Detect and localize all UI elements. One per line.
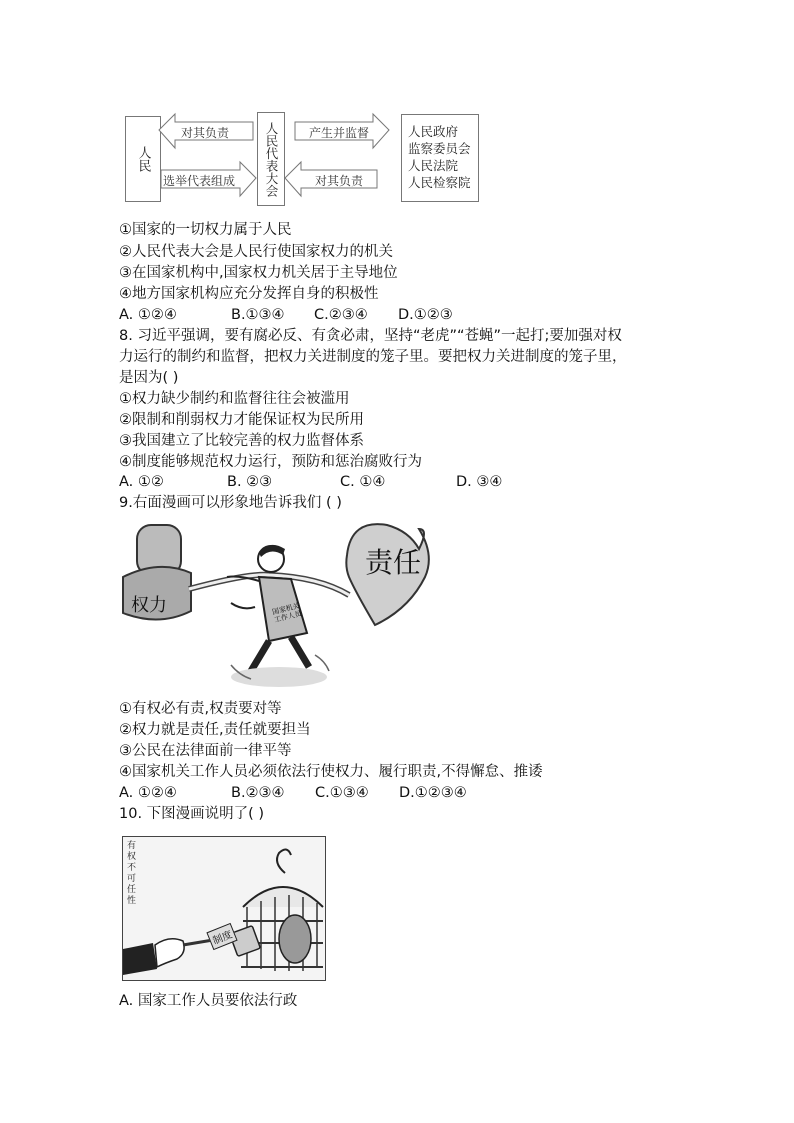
cage-hook <box>277 849 291 873</box>
q8-stem-line-2: 力运行的制约和监督，把权力关进制度的笼子里。要把权力关进制度的笼子里， <box>119 349 627 365</box>
q8-options <box>119 472 502 492</box>
q8-option-b[interactable]: B. ②③ <box>227 474 273 490</box>
q8-stem-line-3: 是因为( ) <box>119 370 179 386</box>
organs-box <box>401 114 479 202</box>
q8-item-2: ②限制和削弱权力才能保证权为民所用 <box>119 412 364 428</box>
organ-supervision: 监察委员会 <box>408 141 471 156</box>
q7-option-b[interactable]: B.①③④ <box>231 307 285 323</box>
person-hand <box>231 603 255 608</box>
q10-option-a[interactable]: A. 国家工作人员要依法行政 <box>119 993 298 1009</box>
q8-option-a[interactable]: A. ①② <box>119 474 164 490</box>
q7-option-d[interactable]: D.①②③ <box>398 307 453 323</box>
q7-item-1: ①国家的一切权力属于人民 <box>119 222 292 238</box>
cage-key-cartoon <box>122 836 326 981</box>
power-responsibility-cartoon <box>119 515 435 695</box>
person-legs <box>251 637 309 671</box>
q7-option-a[interactable]: A. ①②④ <box>119 307 177 323</box>
q9-stem: 9.右面漫画可以形象地告诉我们 ( ) <box>119 495 342 511</box>
cartoon-caption: 有权不可任性 <box>127 841 137 906</box>
arrow-label-bottom-right: 对其负责 <box>315 174 364 188</box>
power-label: 权力 <box>131 595 167 616</box>
q7-options <box>119 305 453 325</box>
q9-item-3: ③公民在法律面前一律平等 <box>119 743 292 759</box>
state-organs-diagram <box>119 110 483 206</box>
q7-item-3: ③在国家机构中,国家权力机关居于主导地位 <box>119 265 398 281</box>
organ-government: 人民政府 <box>408 124 459 139</box>
cage-top <box>243 887 323 907</box>
organ-court: 人民法院 <box>408 158 459 173</box>
organ-procuratorate: 人民检察院 <box>408 175 471 190</box>
hand-sleeve <box>123 943 157 975</box>
q9-item-2: ②权力就是责任,责任就要担当 <box>119 722 311 738</box>
q9-option-a[interactable]: A. ①②④ <box>119 785 177 801</box>
q10-stem: 10. 下图漫画说明了( ) <box>119 806 265 822</box>
people-label: 人民 <box>135 146 151 172</box>
q7-option-c[interactable]: C.②③④ <box>314 307 368 323</box>
congress-box <box>257 112 285 206</box>
q7-item-4: ④地方国家机构应充分发挥自身的积极性 <box>119 286 379 302</box>
q9-option-c[interactable]: C.①③④ <box>315 785 369 801</box>
arrow-label-bottom-left: 选举代表组成 <box>163 174 236 188</box>
q8-option-c[interactable]: C. ①④ <box>340 474 386 490</box>
cage-door <box>279 915 311 963</box>
q8-stem-line-1: 8. 习近平强调，要有腐必反、有贪必肃，坚持“老虎”“苍蝇”一起打;要加强对权 <box>119 328 622 344</box>
key-tag: 制度 <box>206 923 237 950</box>
arrow-label-top-left: 对其负责 <box>181 126 230 140</box>
q9-option-b[interactable]: B.②③④ <box>231 785 285 801</box>
congress-label: 人民代表大会 <box>264 121 279 197</box>
q8-item-1: ①权力缺少制约和监督往往会被滥用 <box>119 391 350 407</box>
q8-item-3: ③我国建立了比较完善的权力监督体系 <box>119 433 364 449</box>
arrow-label-top-right: 产生并监督 <box>309 126 370 140</box>
cage-drawing <box>123 837 325 980</box>
q7-item-2: ②人民代表大会是人民行使国家权力的机关 <box>119 244 393 260</box>
badge-label: 国家机关工作人员 <box>271 601 303 625</box>
q8-item-4: ④制度能够规范权力运行，预防和惩治腐败行为 <box>119 454 422 470</box>
q8-option-d[interactable]: D. ③④ <box>456 474 503 490</box>
responsibility-label: 责任 <box>365 546 422 579</box>
q9-item-1: ①有权必有责,权责要对等 <box>119 701 282 717</box>
hand <box>155 939 184 967</box>
q9-options <box>119 783 467 803</box>
q9-item-4: ④国家机关工作人员必须依法行使权力、履行职责,不得懈怠、推诿 <box>119 764 543 780</box>
q9-option-d[interactable]: D.①②③④ <box>399 785 467 801</box>
